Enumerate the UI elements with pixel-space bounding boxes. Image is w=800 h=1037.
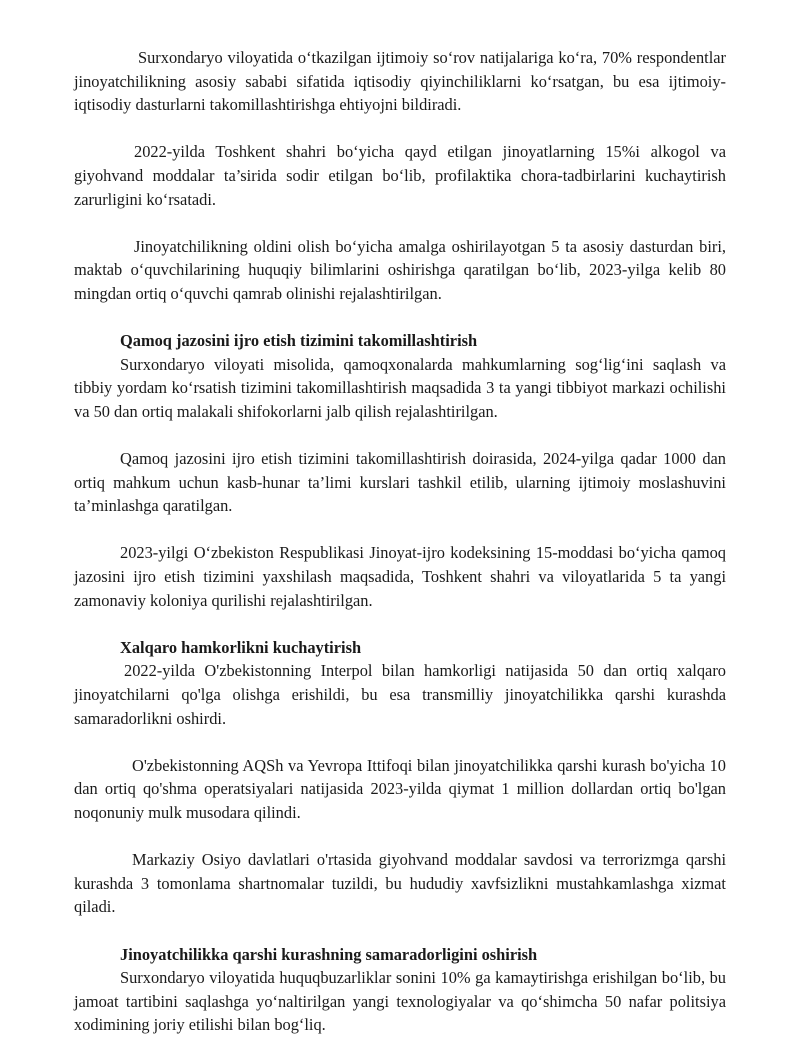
paragraph-new-colonies: 2023-yilgi O‘zbekiston Respublikasi Jinoyat-ijro kodeksining 15-moddasi bo‘yicha qamoq jazosini ijro etish tizimini yaxshilash maqsadida, Toshkent shahri va viloyatlarida 5 ta yangi zamonaviy koloniya qurilishi rejalashtirilgan. (74, 543, 726, 610)
paragraph-vocational-courses: Qamoq jazosini ijro etish tizimini takomillashtirish doirasida, 2024-yilga qadar 1000 dan ortiq mahkum uchun kasb-hunar ta’limi kurslari tashkil etilib, ularning ijtimoiy moslashuvini ta’minlashga qaratilgan. (74, 449, 726, 516)
section-heading-prison-system: Qamoq jazosini ijro etish tizimini takomillashtirish (120, 331, 478, 351)
paragraph-prevention-programs: Jinoyatchilikning oldini olish bo‘yicha amalga oshirilayotgan 5 ta asosiy dasturdan biri, maktab o‘quvchilarining huquqiy bilimlarini oshirishga qaratilgan bo‘lib, 2023-yilga kelib 80 mingdan ortiq o‘quvchi qamrab olinishi rejalashtirilgan. (74, 236, 726, 303)
section-heading-international-cooperation: Xalqaro hamkorlikni kuchaytirish (120, 637, 362, 657)
paragraph-central-asia: Markaziy Osiyo davlatlari o'rtasida giyohvand moddalar savdosi va terrorizmga qarshi kurashda 3 tomonlama shartnomalar tuzildi, bu hududiy xavfsizlikni mustahkamlashga xizmat qiladi. (74, 850, 726, 917)
paragraph-medical-centers: Surxondaryo viloyati misolida, qamoqxonalarda mahkumlarning sog‘lig‘ini saqlash va tibbiy yordam ko‘rsatish tizimini takomillashtirish maqsadida 3 ta yangi tibbiyot markazi ochilishi va 50 dan ortiq malakali shifokorlarni jalb qilish rejalashtirilgan. (74, 354, 726, 421)
section-heading-effectiveness: Jinoyatchilikka qarshi kurashning samaradorligini oshirish (120, 944, 538, 964)
paragraph-joint-operations: O'zbekistonning AQSh va Yevropa Ittifoqi bilan jinoyatchilikka qarshi kurash bo'yicha 10 dan ortiq qo'shma operatsiyalari natijasida 2023-yilda qiymat 1 million dollardan ortiq bo'lgan noqonuniy mulk musodara qilindi. (74, 755, 726, 822)
paragraph-tashkent-crimes: 2022-yilda Toshkent shahri bo‘yicha qayd etilgan jinoyatlarning 15%i alkogol va giyohvand moddalar ta’sirida sodir etilgan bo‘lib, profilaktika chora-tadbirlarini kuchaytirish zarurligini ko‘rsatadi. (74, 142, 726, 209)
paragraph-survey: Surxondaryo viloyatida o‘tkazilgan ijtimoiy so‘rov natijalariga ko‘ra, 70% respondentlar jinoyatchilikning asosiy sababi sifatida iqtisodiy qiyinchiliklarni ko‘rsatgan, bu esa ijtimoiy-iqtisodiy dasturlarni takomillashtirishga ehtiyojni bildiradi. (74, 48, 726, 115)
paragraph-interpol: 2022-yilda O'zbekistonning Interpol bilan hamkorligi natijasida 50 dan ortiq xalqaro jinoyatchilarni qo'lga olishga erishildi, bu esa transmilliy jinoyatchilikka qarshi kurashda samaradorlikni oshirdi. (74, 661, 726, 728)
paragraph-offense-reduction: Surxondaryo viloyatida huquqbuzarliklar sonini 10% ga kamaytirishga erishilgan bo‘lib, bu jamoat tartibini saqlashga yo‘naltirilgan yangi texnologiyalar va qo‘shimcha 50 nafar politsiya xodimining joriy etilishi bilan bog‘liq. (74, 968, 726, 1035)
